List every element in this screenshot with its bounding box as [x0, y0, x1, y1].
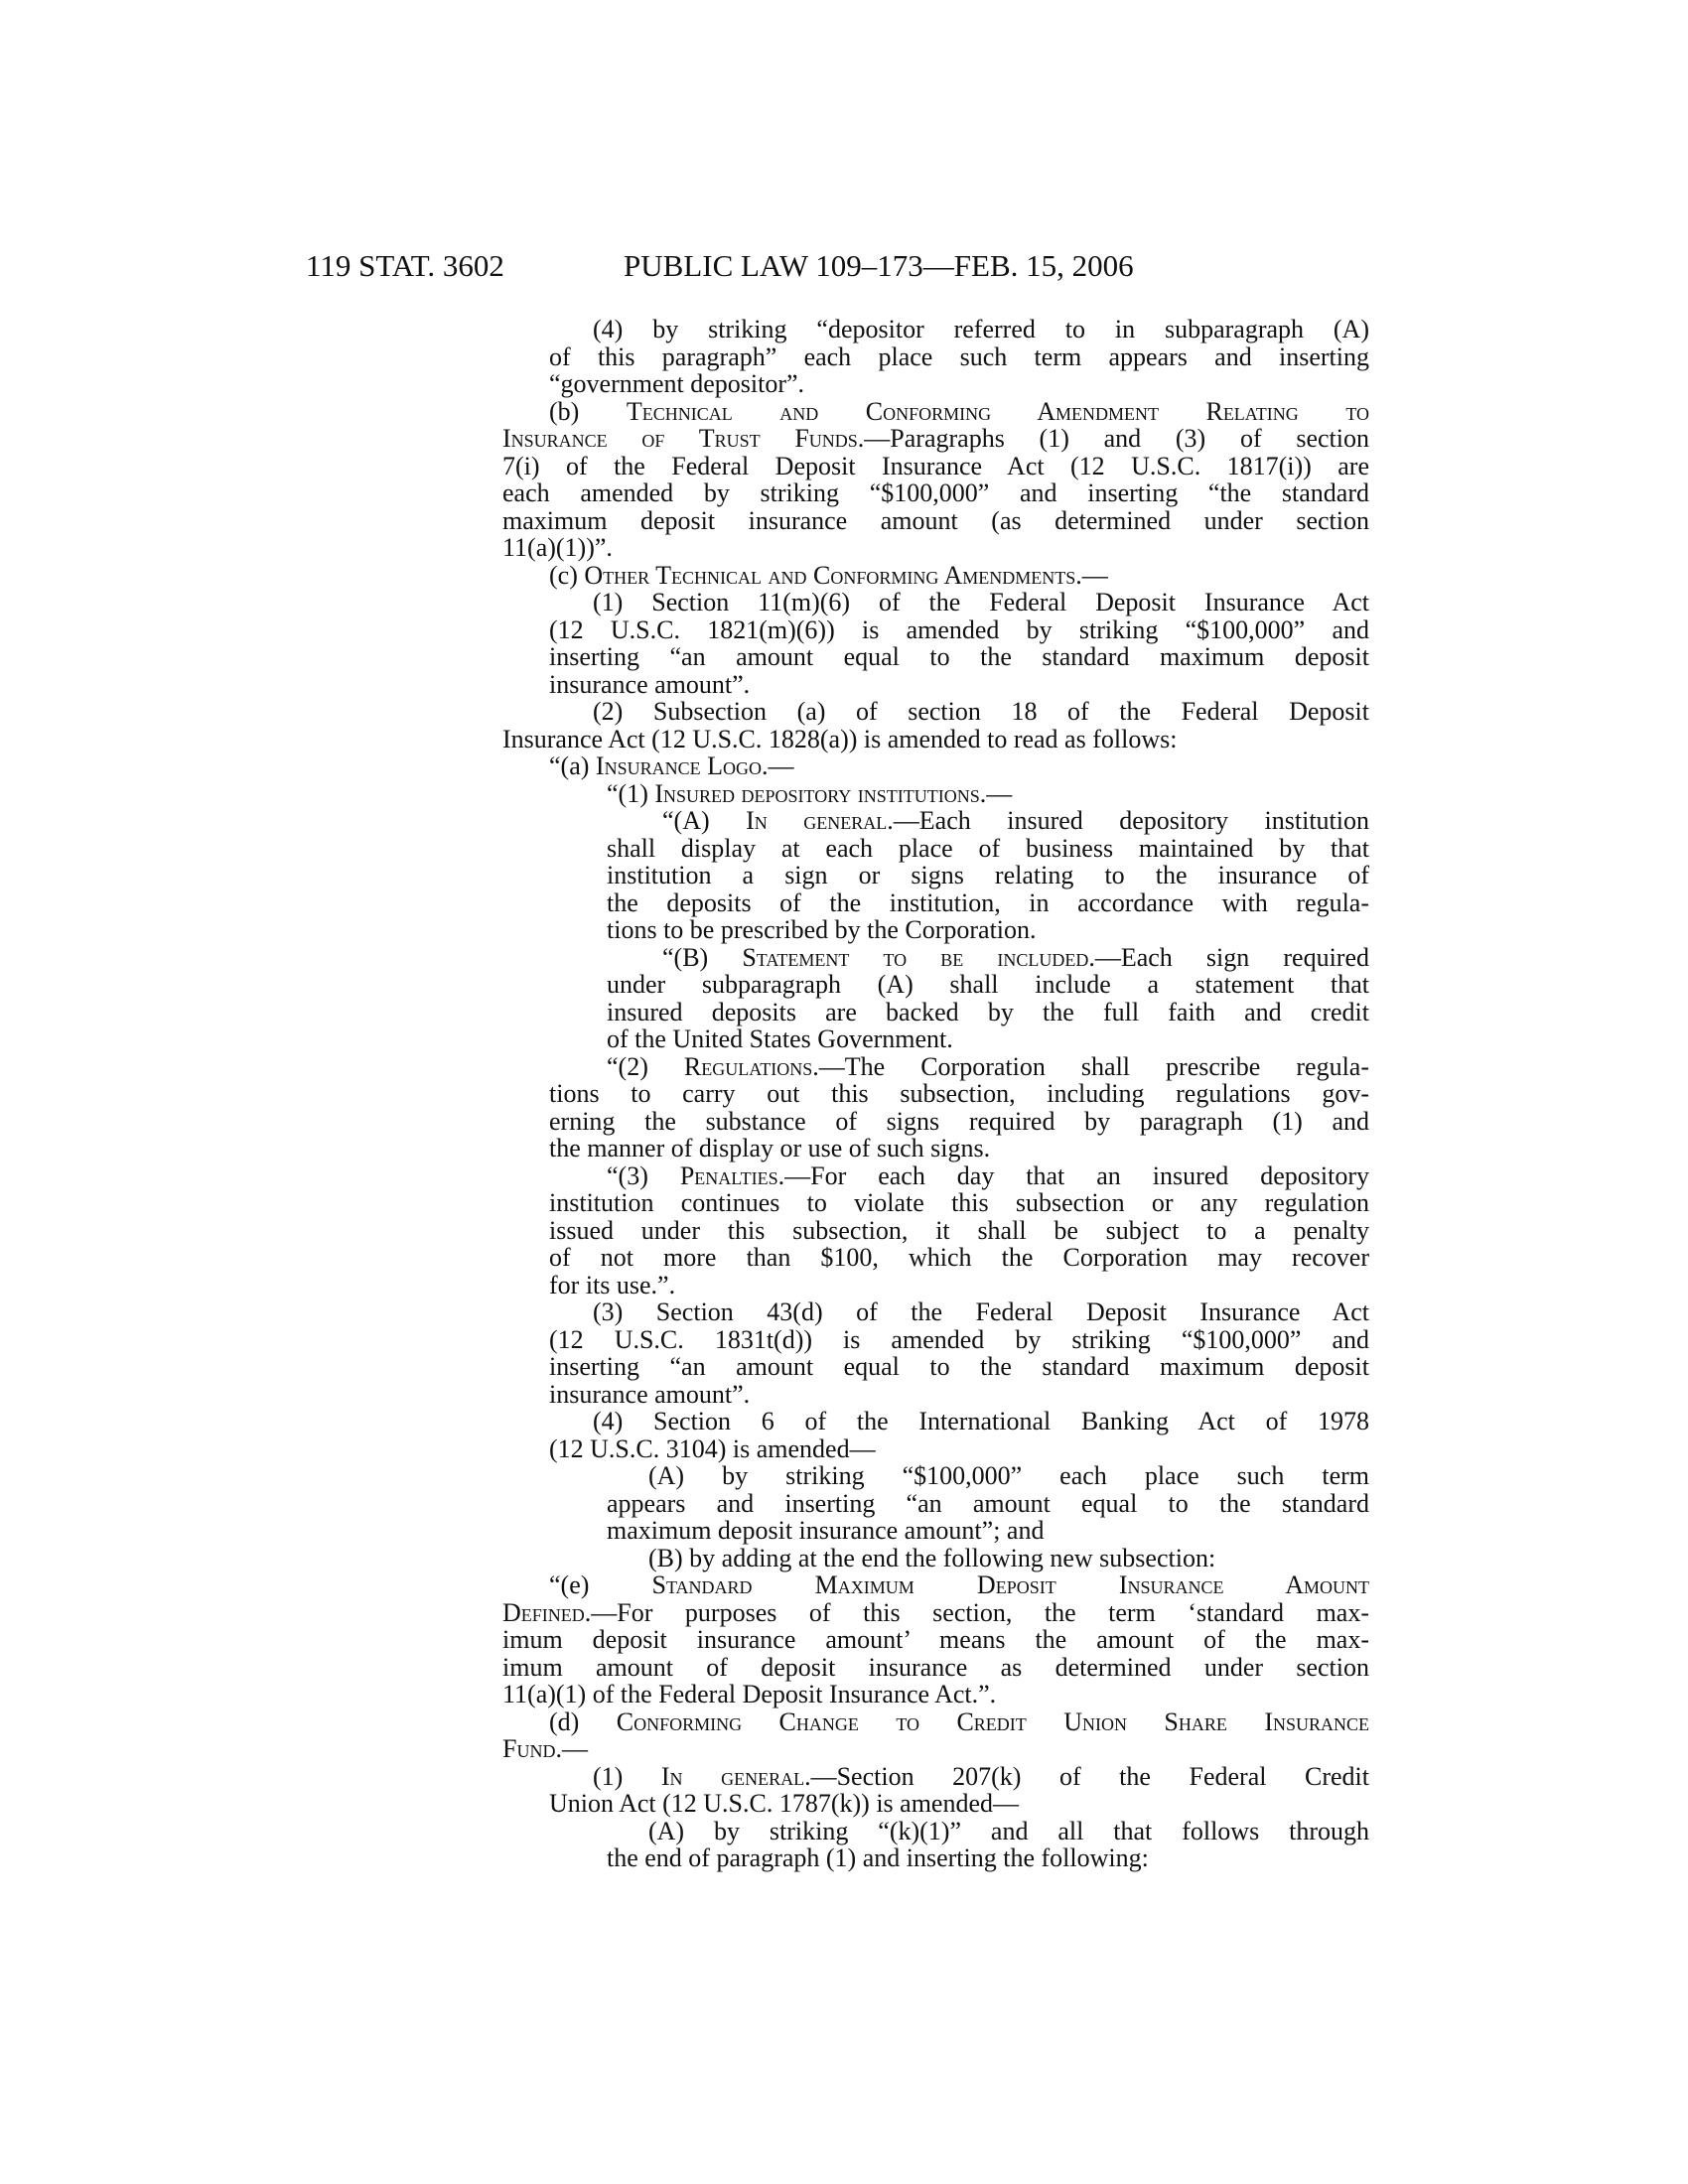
body-text: (d) [549, 1706, 617, 1736]
text-line [549, 1326, 1369, 1354]
text-line [502, 1626, 1369, 1654]
section-heading-text: Insurance Logo. [595, 751, 769, 780]
body-text: under subparagraph (A) shall include a statement that [607, 970, 1369, 999]
body-text: (3) Section 43(d) of the Federal Deposit Insurance Act [593, 1297, 1369, 1326]
body-text: Union Act (12 U.S.C. 1787(k)) is amended— [549, 1789, 1020, 1818]
body-text: “(a) [549, 751, 596, 780]
body-text: issued under this subsection, it shall be subject to a penalty [549, 1215, 1369, 1245]
text-line [549, 370, 804, 398]
text-line [593, 1763, 1369, 1791]
body-text: (4) Section 6 of the International Banking Act of 1978 [593, 1407, 1369, 1435]
text-line [593, 1298, 1369, 1326]
text-line [549, 1790, 1019, 1818]
section-heading-text: Technical and Conforming Amendment Relating to [626, 396, 1369, 426]
body-text: —Paragraphs (1) and (3) of section [864, 424, 1369, 453]
section-heading-text: Statement to be included. [742, 942, 1095, 972]
body-text: (A) by striking “$100,000” each place such term [648, 1461, 1369, 1490]
body-text: (4) by striking “depositor referred to in subparagraph (A) [593, 315, 1369, 343]
text-line [549, 1381, 750, 1409]
body-text: —Section 207(k) of the Federal Credit [810, 1761, 1369, 1791]
text-line [593, 589, 1369, 616]
text-line [549, 1244, 1369, 1272]
body-text: “(2) [607, 1051, 684, 1081]
body-text: (b) [549, 396, 627, 426]
text-line [607, 1517, 1044, 1545]
section-heading-text: Other Technical and Conforming Amendments. [584, 560, 1082, 590]
body-text: (A) by striking “(k)(1)” and all that follows through [648, 1816, 1369, 1845]
text-line [502, 453, 1369, 480]
section-heading-text: Regulations. [683, 1051, 819, 1081]
text-line [648, 1462, 1369, 1490]
body-text: “(e) [549, 1570, 652, 1599]
text-line [502, 726, 1177, 753]
body-text: “(B) [662, 942, 743, 972]
body-text: inserting “an amount equal to the standard maximum deposit [549, 1352, 1369, 1381]
body-text: (1) Section 11(m)(6) of the Federal Deposit Insurance Act [593, 588, 1369, 616]
text-line [549, 1080, 1369, 1108]
body-text: institution a sign or signs relating to the insurance of [607, 861, 1369, 889]
section-heading-text: Insured depository institutions. [654, 778, 987, 808]
text-line [502, 1681, 996, 1708]
section-heading-text: In general. [660, 1761, 811, 1791]
body-text: for its use.”. [549, 1270, 676, 1299]
body-text: insurance amount”. [549, 1379, 751, 1409]
text-line [549, 1189, 1369, 1217]
text-line [549, 752, 793, 780]
text-line [607, 780, 1012, 808]
body-text: inserting “an amount equal to the standard maximum deposit [549, 642, 1369, 671]
running-head-title: PUBLIC LAW 109–173—FEB. 15, 2006 [624, 248, 1134, 283]
text-line [607, 1162, 1369, 1190]
text-line [593, 316, 1369, 343]
text-line [607, 835, 1369, 863]
text-line [502, 534, 613, 562]
text-line [549, 616, 1369, 644]
text-line [549, 671, 750, 699]
body-text: of this paragraph” each place such term appears and inserting [549, 341, 1369, 371]
text-line [607, 971, 1369, 999]
body-text: shall display at each place of business maintained by that [607, 833, 1369, 863]
text-line [549, 1217, 1369, 1245]
text-line [502, 1735, 588, 1763]
text-line [648, 1545, 1215, 1572]
text-line [662, 807, 1369, 835]
text-line [549, 643, 1369, 671]
text-line [549, 1272, 675, 1299]
section-heading-text: Penalties. [679, 1160, 785, 1190]
body-text: maximum deposit insurance amount (as determined under section [502, 505, 1369, 535]
text-line [662, 944, 1369, 972]
body-text: 11(a)(1))”. [502, 533, 613, 562]
body-text: —For purposes of this section, the term ‘standard max- [591, 1597, 1369, 1627]
body-text: imum deposit insurance amount’ means the amount of the max- [502, 1625, 1369, 1654]
text-line [549, 343, 1369, 371]
section-heading-text: Defined. [502, 1597, 592, 1627]
body-text: (B) by adding at the end the following new subsection: [648, 1543, 1216, 1572]
body-text: (2) Subsection (a) of section 18 of the Federal Deposit [593, 697, 1369, 726]
body-text: (1) [593, 1761, 661, 1791]
text-line [502, 507, 1369, 535]
section-heading-text: Insurance of Trust Funds. [502, 424, 865, 453]
text-line [607, 1490, 1369, 1518]
body-text: — [986, 778, 1013, 808]
body-text: (c) [549, 560, 585, 590]
body-text: the end of paragraph (1) and inserting the following: [607, 1843, 1149, 1872]
body-text: of the United States Government. [607, 1024, 953, 1053]
body-text: the deposits of the institution, in accordance with regula- [607, 887, 1369, 917]
text-line [502, 479, 1369, 507]
body-text: “(3) [607, 1160, 680, 1190]
body-text: erning the substance of signs required by paragraph (1) and [549, 1106, 1369, 1136]
body-text: “government depositor”. [549, 369, 805, 398]
section-heading-text: Fund. [502, 1734, 562, 1763]
section-heading-text: In general. [746, 806, 894, 835]
text-line [549, 1353, 1369, 1381]
text-line [502, 1599, 1369, 1627]
body-text: insurance amount”. [549, 669, 751, 699]
body-text: tions to carry out this subsection, including regulations gov- [549, 1079, 1369, 1108]
text-line [648, 1818, 1369, 1845]
text-line [502, 425, 1369, 453]
body-text: each amended by striking “$100,000” and inserting “the standard [502, 478, 1369, 507]
body-text: imum amount of deposit insurance as determined under section [502, 1652, 1369, 1682]
body-text: —The Corporation shall prescribe regula- [818, 1051, 1369, 1081]
body-text: Insurance Act (12 U.S.C. 1828(a)) is amended to read as follows: [502, 724, 1178, 753]
body-text: appears and inserting “an amount equal to the standard [607, 1488, 1369, 1518]
body-text: — [768, 751, 794, 780]
text-line [593, 698, 1369, 726]
body-text: institution continues to violate this subsection or any regulation [549, 1188, 1369, 1217]
text-line [549, 1571, 1369, 1599]
text-line [607, 1053, 1369, 1081]
body-text: —Each insured depository institution [893, 806, 1369, 835]
body-text: tions to be prescribed by the Corporation. [607, 915, 1037, 944]
text-line [607, 862, 1369, 889]
body-text: the manner of display or use of such signs. [549, 1134, 991, 1162]
section-heading-text: Standard Maximum Deposit Insurance Amount [651, 1570, 1369, 1599]
body-text: “(1) [607, 778, 655, 808]
body-text: 7(i) of the Federal Deposit Insurance Act (12 U.S.C. 1817(i)) are [502, 451, 1369, 480]
text-line [607, 999, 1369, 1026]
text-line [549, 1108, 1369, 1136]
statute-page-reference: 119 STAT. 3602 [306, 248, 504, 283]
body-text: maximum deposit insurance amount”; and [607, 1516, 1045, 1545]
text-line [502, 1654, 1369, 1682]
body-text: — [561, 1734, 588, 1763]
body-text: of not more than $100, which the Corporation may recover [549, 1243, 1369, 1272]
text-line [549, 562, 1108, 590]
text-line [607, 1025, 953, 1053]
text-line [607, 889, 1369, 917]
text-line [607, 916, 1037, 944]
body-text: — [1081, 560, 1108, 590]
body-text: 11(a)(1) of the Federal Deposit Insurance Act.”. [502, 1680, 997, 1708]
body-text: (12 U.S.C. 1821(m)(6)) is amended by striking “$100,000” and [549, 614, 1369, 644]
body-text: (12 U.S.C. 1831t(d)) is amended by striking “$100,000” and [549, 1324, 1369, 1354]
text-line [593, 1408, 1369, 1435]
body-text: —For each day that an insured depository [784, 1160, 1370, 1190]
text-line [549, 398, 1369, 426]
text-line [549, 1708, 1369, 1736]
section-heading-text: Conforming Change to Credit Union Share Insurance [616, 1706, 1369, 1736]
text-line [549, 1435, 876, 1463]
text-line [549, 1135, 990, 1162]
body-text: insured deposits are backed by the full faith and credit [607, 997, 1369, 1026]
body-text: —Each sign required [1094, 942, 1369, 972]
text-line [607, 1844, 1149, 1872]
body-text: “(A) [662, 806, 747, 835]
body-text: (12 U.S.C. 3104) is amended— [549, 1433, 876, 1463]
